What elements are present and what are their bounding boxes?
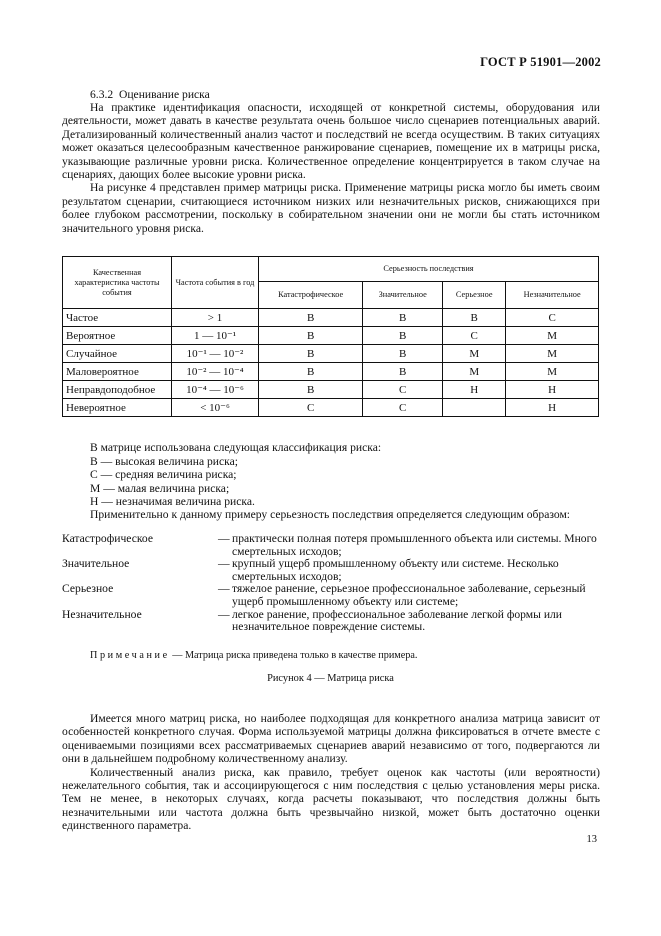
risk-cell: С	[506, 309, 599, 327]
risk-cell: М	[506, 327, 599, 345]
risk-cell: Н	[443, 381, 506, 399]
definition-text: легкое ранение, профессиональное заболевание легкой формы или незначительное повреждение системы.	[232, 607, 563, 634]
row-frequency: 1 — 10⁻¹	[172, 327, 259, 345]
row-frequency: 10⁻¹ — 10⁻²	[172, 345, 259, 363]
paragraph: Количественный анализ риска, как правило, требует оценок как частоты (или вероятности) нежелательного события, так и ассоциирующегося с ним последствия с целью установления меры риска. Тем не менее, в некоторых случаях, когда расчеты показывают, что последствия должны быть незначительными или частота должна быть чрезвычайно низкой, может быть достаточно оценки единственного параметра.	[62, 765, 600, 833]
definition-dash: —	[218, 582, 230, 596]
risk-cell: С	[259, 399, 363, 417]
risk-cell: В	[259, 309, 363, 327]
note-text: — Матрица риска приведена только в качестве примера.	[169, 650, 418, 661]
risk-cell: М	[506, 345, 599, 363]
table-row	[63, 381, 599, 399]
risk-cell: В	[259, 381, 363, 399]
table-row	[63, 399, 599, 417]
definition-term: Серьезное	[62, 582, 114, 596]
header-severity: Серьезность последствия	[259, 257, 599, 282]
table-row	[63, 345, 599, 363]
risk-cell: В	[363, 345, 443, 363]
intro-paragraphs	[62, 101, 600, 235]
risk-cell: М	[443, 363, 506, 381]
risk-cell: В	[259, 345, 363, 363]
row-label: Неправдоподобное	[63, 381, 172, 399]
severity-definitions	[62, 533, 602, 634]
header-characteristic: Качественная характеристика частоты события	[63, 257, 172, 309]
risk-cell: В	[363, 309, 443, 327]
definition-term: Значительное	[62, 557, 130, 571]
severity-column-header: Серьезное	[443, 282, 506, 309]
severity-column-header: Значительное	[363, 282, 443, 309]
closing-paragraphs	[62, 712, 600, 833]
definition-term: Незначительное	[62, 607, 142, 621]
row-frequency: > 1	[172, 309, 259, 327]
figure-caption: Рисунок 4 — Матрица риска	[267, 673, 394, 684]
row-label: Маловероятное	[63, 363, 172, 381]
risk-cell	[443, 399, 506, 417]
definition-row	[62, 558, 602, 583]
table-row	[63, 327, 599, 345]
section-number: 6.3.2	[90, 88, 114, 101]
classification-item: В — высокая величина риска;	[90, 455, 238, 468]
row-label: Случайное	[63, 345, 172, 363]
definition-row	[62, 533, 602, 558]
risk-cell: С	[363, 399, 443, 417]
definition-text: тяжелое ранение, серьезное профессиональное заболевание, серьезный ущерб промышленному объекту или системе;	[232, 582, 586, 608]
definition-term: Катастрофическое	[62, 532, 153, 545]
risk-cell: М	[506, 363, 599, 381]
table-row	[63, 309, 599, 327]
severity-column-header: Катастрофическое	[259, 282, 363, 309]
classification-item: М — малая величина риска;	[90, 482, 230, 495]
risk-cell: Н	[506, 381, 599, 399]
paragraph: Имеется много матриц риска, но наиболее подходящая для конкретного анализа матрица зависит от особенностей конкретного случая. Форма используемой матрицы должна фиксироваться в отчете вместе с оцениваемыми позициями всех рассматриваемых сценариев аварий независимо от того, подвергаются ли они в дальнейшем подробному количественному анализу.	[62, 712, 600, 766]
header-frequency: Частота события в год	[172, 257, 259, 309]
severity-intro-block	[62, 508, 600, 521]
risk-cell: М	[443, 345, 506, 363]
standard-header: ГОСТ Р 51901—2002	[480, 55, 601, 69]
row-frequency: 10⁻² — 10⁻⁴	[172, 363, 259, 381]
row-label: Частое	[63, 309, 172, 327]
definition-row	[62, 609, 602, 634]
risk-cell: В	[259, 363, 363, 381]
paragraph: На практике идентификация опасности, исходящей от конкретной системы, оборудования или деятельности, может давать в качестве результата очень большое число сценариев потенциальных аварий. Детализированный количественный анализ частот и последствий не всегда осуществим. В таких ситуациях может оказаться целесообразным качественное ранжирование сценариев, помещение их в матрицы риска, указывающие различные уровни риска. Количественное определение концентрируется в таком случае на сценариях, дающих более высокие уровни риска.	[62, 101, 600, 182]
note-label: Примечание	[90, 650, 170, 661]
risk-cell: С	[443, 327, 506, 345]
section-title: Оценивание риска	[118, 88, 210, 101]
risk-cell: Н	[506, 399, 599, 417]
row-frequency: < 10⁻⁶	[172, 399, 259, 417]
page-number: 13	[586, 834, 597, 845]
classification-item: Н — незначимая величина риска.	[90, 495, 255, 508]
risk-cell: В	[443, 309, 506, 327]
risk-cell: В	[259, 327, 363, 345]
risk-cell: С	[363, 381, 443, 399]
definition-text: крупный ущерб промышленному объекту или системе. Несколько смертельных исходов;	[232, 557, 559, 583]
severity-column-header: Незначительное	[506, 282, 599, 309]
risk-cell: В	[363, 327, 443, 345]
figure-note	[90, 650, 417, 661]
definition-dash: —	[218, 532, 230, 545]
definition-row	[62, 583, 602, 608]
table-row	[63, 363, 599, 381]
severity-intro: Применительно к данному примеру серьезность последствия определяется следующим образом:	[90, 508, 570, 521]
risk-cell: В	[363, 363, 443, 381]
classification-intro: В матрице использована следующая классификация риска:	[90, 441, 382, 454]
definition-dash: —	[218, 607, 230, 621]
risk-matrix-table	[62, 256, 599, 417]
row-frequency: 10⁻⁴ — 10⁻⁶	[172, 381, 259, 399]
row-label: Невероятное	[63, 399, 172, 417]
definition-text: практически полная потеря промышленного объекта или системы. Много смертельных исходов;	[232, 532, 597, 558]
section-heading	[90, 88, 210, 101]
row-label: Вероятное	[63, 327, 172, 345]
classification-item: С — средняя величина риска;	[90, 468, 237, 481]
paragraph: На рисунке 4 представлен пример матрицы риска. Применение матрицы риска могло бы иметь своим результатом сценарии, считающиеся источником низких или незначительных рисков, снижающихся при более глубоком рассмотрении, поскольку в собирательном значении они не могли бы стать источником значительного уровня риска.	[62, 181, 600, 235]
definition-dash: —	[218, 557, 230, 571]
